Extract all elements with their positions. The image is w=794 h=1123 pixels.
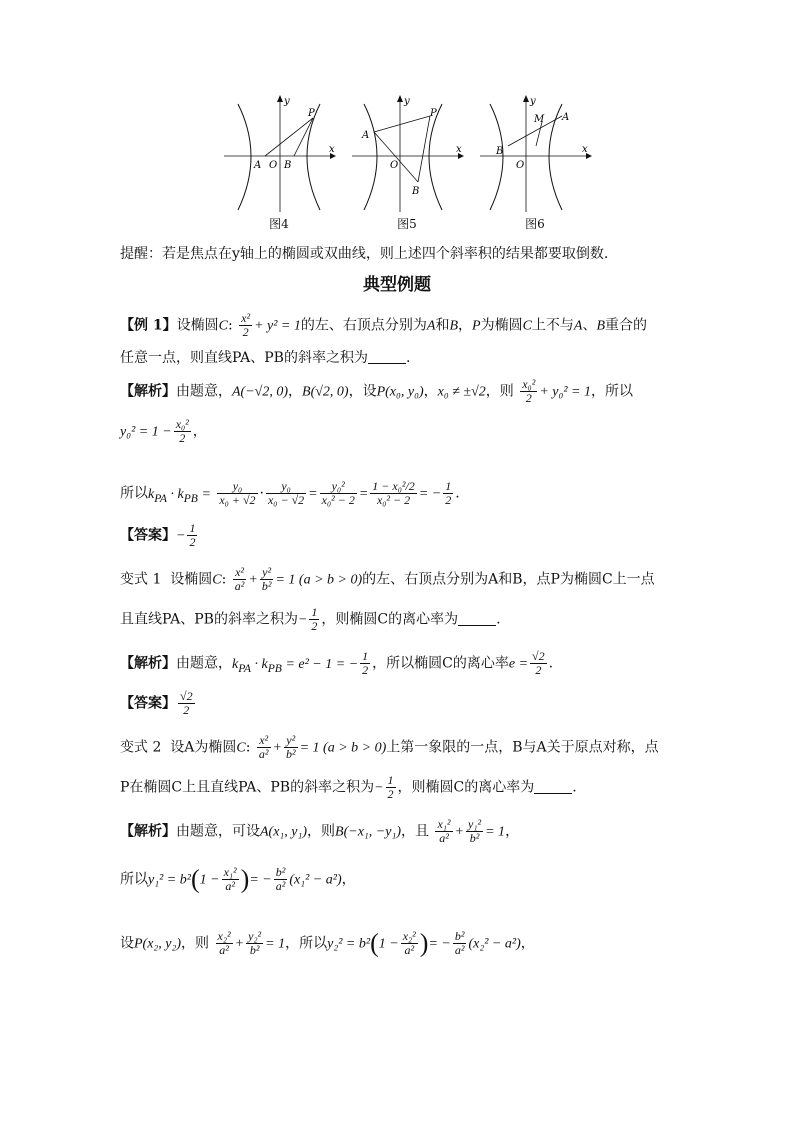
example-1-solution-line-3: 所以$k_{PA} \cdot k_{PB}$ = $\frac{\text{y₀}}{\text{x₀ + √2}}$ · $\frac{\text{y₀}}{\text{x₀ − √2}}$ = $\frac{\text{y₀²}}{\text{x₀² − 2}}$ = $\frac{\text{1 − x₀²/2}}{\text{x₀² − 2}}$ = − $\frac{1}{2}$ .: [120, 479, 460, 507]
text-span: 的左、右顶点分别为A和B，点P为椭圆C上一点: [362, 571, 655, 588]
text-span: ，则: [181, 935, 210, 952]
text-span: ，所以椭圆C的离心率: [372, 655, 509, 672]
fig6-o-label: O: [516, 160, 525, 171]
text-span: ，则椭圆C的离心率为: [321, 611, 459, 628]
figure-4-caption: 图4: [269, 217, 289, 231]
fig5-y-label: y: [404, 96, 410, 107]
example-1-question-line-1: 【例 1】设椭圆C: $\frac{\text{x²}}{2}$ + y² = 1的左、右顶点分别为A和B，P为椭圆C上不与A、B重合的: [120, 311, 648, 339]
solution-tag: 【解析】: [120, 383, 176, 400]
fig5-b-label: B: [412, 186, 420, 197]
example-1-solution-line-1: 【解析】由题意，A(−√2, 0)，B(√2, 0)，设P(x₀, y₀)，x₀ ≠ ±√2，则 $\frac{\text{x₀²}}{2}$ + y₀² = 1，所以: [120, 377, 634, 405]
text-span: 所以: [120, 871, 148, 888]
example-1-question-line-2: 任意一点，则直线PA、PB的斜率之积为 .: [120, 350, 411, 366]
section-title: 典型例题: [363, 275, 431, 295]
figure-6-caption: 图6: [525, 217, 545, 231]
fig4-x-label: x: [329, 144, 335, 155]
variant-2-question-line-1: 变式 2 设A为椭圆C: $\frac{\text{x²}}{\text{a²}}$ + $\frac{\text{y²}}{\text{b²}}$ = 1 (a > b > 0)上第一象限的一点，B与A关于原点对称，点: [120, 733, 659, 761]
text-span: 设椭圆: [170, 571, 213, 588]
text-span: ，所以: [285, 935, 328, 952]
figure-row: [220, 92, 590, 232]
fig6-m-label: M: [534, 114, 545, 125]
fig6-a-label: A: [562, 112, 570, 123]
fig4-o-label: O: [269, 160, 278, 171]
answer-tag: 【答案】: [120, 695, 176, 712]
fig5-x-label: x: [456, 144, 462, 155]
fig6-x-label: x: [582, 144, 588, 155]
variant-2-tag: 变式 2: [120, 739, 162, 756]
solution-tag: 【解析】: [120, 655, 176, 672]
example-1-solution-line-2: y₀² = 1 − $\frac{\text{x₀²}}{2}$ ，: [120, 417, 207, 445]
solution-tag: 【解析】: [120, 823, 176, 840]
text-span: ，则椭圆C的离心率为: [397, 779, 535, 796]
variant-1-question-line-1: 变式 1 设椭圆C: $\frac{\text{x²}}{\text{a²}}$ + $\frac{\text{y²}}{\text{b²}}$ = 1 (a > b > 0)的左、右顶点分别为A和B，点P为椭圆C上一点: [120, 565, 655, 593]
figure-4-diagram: [220, 92, 338, 216]
fig4-b-label: B: [284, 160, 292, 171]
example-1-tag: 【例 1】: [120, 317, 177, 334]
fig5-p-label: P: [430, 108, 437, 119]
text-span: 且直线PA、PB的斜率之积为: [120, 611, 298, 628]
answer-blank: [458, 611, 496, 626]
answer-tag: 【答案】: [120, 527, 176, 544]
text-span: 重合的: [605, 317, 648, 334]
figure-5: [348, 92, 466, 232]
figure-5-caption: 图5: [397, 217, 417, 231]
variant-2-solution-line-1: 【解析】由题意，可设A(x₁, y₁)，则B(−x₁, −y₁)，且 $\frac{\text{x₁²}}{\text{a²}}$ + $\frac{\text{y₁²}}{\text{b²}}$ = 1，: [120, 817, 520, 845]
fig4-a-label: A: [254, 160, 262, 171]
variant-1-solution: 【解析】由题意，$k_{PA} \cdot k_{PB} = e^2 - 1$ = − $\frac{1}{2}$ ，所以椭圆C的离心率e = $\frac{√2}{2}$ .: [120, 649, 554, 677]
fig4-y-label: y: [284, 96, 290, 107]
variant-1-tag: 变式 1: [120, 571, 162, 588]
fig5-a-label: A: [362, 130, 370, 141]
figure-4: [220, 92, 338, 232]
text-span: 由题意，可设: [176, 823, 260, 840]
text-span: P在椭圆C上且直线PA、PB的斜率之积为: [120, 779, 375, 796]
text-span: 由题意，: [176, 655, 232, 672]
figure-6-diagram: [476, 92, 594, 216]
text-span: 为椭圆: [480, 317, 523, 334]
text-span: 设椭圆: [176, 317, 219, 334]
figure-5-diagram: [348, 92, 466, 216]
figure-6: [476, 92, 594, 232]
text-span: ，: [458, 317, 473, 334]
answer-blank: [534, 779, 572, 794]
text-span: 设A为椭圆: [170, 739, 237, 756]
fig4-p-label: P: [308, 108, 315, 119]
text-span: ，且: [400, 823, 429, 840]
answer-blank: [368, 349, 406, 364]
fig6-b-label: B: [496, 146, 504, 157]
text-span: 由题意，: [176, 383, 232, 400]
text-span: 的左、右顶点分别为: [300, 317, 427, 334]
fig6-y-label: y: [530, 96, 536, 107]
variant-2-question-line-2: P在椭圆C上且直线PA、PB的斜率之积为− $\frac{1}{2}$ ，则椭圆C的离心率为 .: [120, 773, 577, 801]
variant-2-solution-line-2: 所以y₁² = b²(1 − $\frac{\text{x₁²}}{\text{a²}}$ )= − $\frac{\text{b²}}{\text{a²}}$ (x₁² − a²)，: [120, 864, 356, 894]
variant-2-solution-line-3: 设P(x₂, y₂)，则 $\frac{\text{x₂²}}{\text{a²}}$ + $\frac{\text{y₂²}}{\text{b²}}$ = 1，所以y₂² = b²(1 − $\frac{\text{x₂²}}{\text{a²}}$ )= − $\frac{\text{b²}}{\text{a²}}$ (x₂² − a²)，: [120, 928, 535, 958]
text-span: 上不与: [531, 317, 574, 334]
text-span: 上第一象限的一点，B与A关于原点对称，点: [386, 739, 659, 756]
variant-1-question-line-2: 且直线PA、PB的斜率之积为− $\frac{1}{2}$ ，则椭圆C的离心率为 .: [120, 605, 501, 633]
text-span: 设: [120, 935, 134, 952]
variant-1-answer: 【答案】 $\frac{√2}{2}$: [120, 689, 193, 717]
text-span: 所以: [120, 485, 148, 502]
text-span: ，则: [307, 823, 336, 840]
reminder-text: 提醒：若是焦点在y轴上的椭圆或双曲线，则上述四个斜率积的结果都要取倒数.: [120, 246, 609, 262]
fig5-o-label: O: [390, 160, 399, 171]
text-span: 任意一点，则直线PA、PB的斜率之积为: [120, 350, 368, 366]
text-span: ，所以: [591, 383, 634, 400]
example-1-answer: 【答案】− $\frac{1}{2}$: [120, 521, 196, 549]
